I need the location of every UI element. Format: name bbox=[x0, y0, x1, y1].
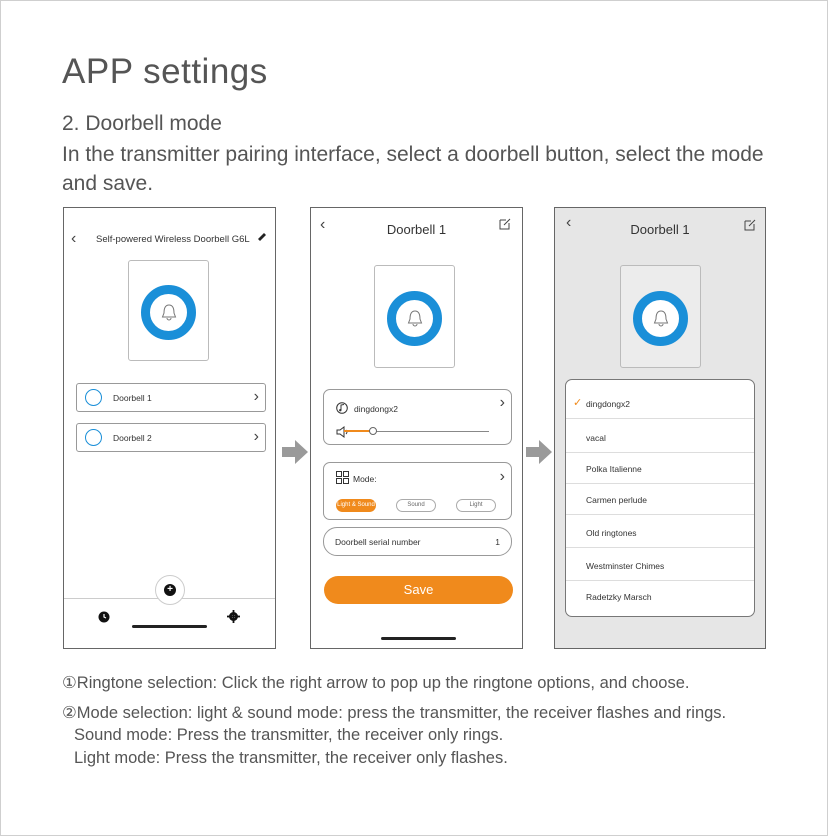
ringtone-label: Westminster Chimes bbox=[586, 561, 665, 571]
music-note-icon bbox=[336, 402, 348, 414]
edit-icon[interactable] bbox=[744, 219, 756, 231]
serial-number-value: 1 bbox=[495, 537, 500, 547]
ringtone-label: Polka Italienne bbox=[586, 464, 642, 474]
plus-icon: + bbox=[164, 584, 176, 596]
arrow-right-icon bbox=[526, 440, 552, 464]
list-item-doorbell-1[interactable] bbox=[76, 383, 266, 412]
arrow-right-icon bbox=[282, 440, 308, 464]
ringtone-option[interactable] bbox=[566, 388, 754, 419]
ringtone-label: dingdongx2 bbox=[586, 399, 630, 409]
phone-screen-device bbox=[63, 207, 276, 649]
serial-number-row[interactable] bbox=[323, 527, 512, 556]
ringtone-option[interactable] bbox=[566, 422, 754, 453]
ringtone-option[interactable] bbox=[566, 453, 754, 484]
device-image bbox=[128, 260, 209, 361]
phone-screen-settings bbox=[310, 207, 523, 649]
phone-screen-ringtone-picker bbox=[554, 207, 766, 649]
mode-light-sound[interactable]: Light & Sound bbox=[336, 499, 376, 512]
screen3-title: Doorbell 1 bbox=[630, 222, 690, 237]
volume-slider-handle[interactable] bbox=[369, 427, 377, 435]
bottom-tab-bar bbox=[64, 598, 275, 648]
mode-label: Mode: bbox=[353, 474, 377, 484]
mode-panel bbox=[323, 462, 512, 520]
note-mode-selection: ②Mode selection: light & sound mode: press the transmitter, the receiver flashes and rings. bbox=[62, 704, 727, 722]
ringtone-value: dingdongx2 bbox=[354, 404, 398, 414]
note-light-mode: Light mode: Press the transmitter, the receiver only flashes. bbox=[74, 749, 508, 767]
pencil-icon[interactable] bbox=[256, 230, 268, 242]
ringtone-option[interactable] bbox=[566, 517, 754, 548]
checkmark-icon: ✓ bbox=[573, 397, 583, 409]
page-title: APP settings bbox=[62, 52, 268, 91]
speaker-icon bbox=[336, 426, 350, 438]
mode-chevron-right-icon[interactable]: › bbox=[499, 468, 505, 485]
ringtone-list bbox=[565, 379, 755, 617]
screen1-title: Self-powered Wireless Doorbell G6L bbox=[96, 234, 250, 245]
clock-icon[interactable] bbox=[98, 611, 110, 623]
back-icon[interactable]: ‹ bbox=[566, 214, 572, 231]
doorbell-1-label: Doorbell 1 bbox=[113, 393, 152, 403]
edit-icon[interactable] bbox=[499, 218, 511, 230]
ringtone-label: Carmen perlude bbox=[586, 495, 647, 505]
mode-sound[interactable]: Sound bbox=[396, 499, 436, 512]
note-sound-mode: Sound mode: Press the transmitter, the receiver only rings. bbox=[74, 726, 504, 744]
doorbell-2-label: Doorbell 2 bbox=[113, 433, 152, 443]
device-image bbox=[374, 265, 455, 368]
grid-icon bbox=[336, 471, 349, 484]
ringtone-option[interactable] bbox=[566, 581, 754, 612]
bell-icon bbox=[161, 304, 177, 321]
home-indicator bbox=[381, 637, 456, 640]
back-icon[interactable]: ‹ bbox=[320, 216, 326, 233]
add-device-button[interactable] bbox=[155, 575, 185, 605]
bell-icon bbox=[407, 310, 423, 327]
chevron-right-icon[interactable]: › bbox=[253, 428, 259, 445]
bell-icon bbox=[653, 310, 669, 327]
ringtone-option[interactable] bbox=[566, 484, 754, 515]
ringtone-label: Old ringtones bbox=[586, 528, 637, 538]
save-button[interactable]: Save bbox=[324, 576, 513, 604]
ringtone-panel bbox=[323, 389, 512, 445]
ringtone-chevron-right-icon[interactable]: › bbox=[499, 394, 505, 411]
ringtone-label: Radetzky Marsch bbox=[586, 592, 652, 602]
ringtone-option[interactable] bbox=[566, 550, 754, 581]
serial-number-label: Doorbell serial number bbox=[335, 537, 421, 547]
doorbell-icon bbox=[85, 429, 102, 446]
gear-icon[interactable] bbox=[227, 610, 240, 623]
section-title: 2. Doorbell mode bbox=[62, 112, 222, 135]
back-icon[interactable]: ‹ bbox=[71, 230, 77, 247]
note-ringtone-selection: ①Ringtone selection: Click the right arrow to pop up the ringtone options, and choose. bbox=[62, 674, 690, 692]
mode-light[interactable]: Light bbox=[456, 499, 496, 512]
list-item-doorbell-2[interactable] bbox=[76, 423, 266, 452]
intro-text: In the transmitter pairing interface, select a doorbell button, select the mode and save. bbox=[62, 143, 764, 195]
home-indicator bbox=[132, 625, 207, 628]
ringtone-label: vacal bbox=[586, 433, 606, 443]
chevron-right-icon[interactable]: › bbox=[253, 388, 259, 405]
screen2-title: Doorbell 1 bbox=[386, 222, 447, 237]
device-image bbox=[620, 265, 701, 368]
doorbell-icon bbox=[85, 389, 102, 406]
